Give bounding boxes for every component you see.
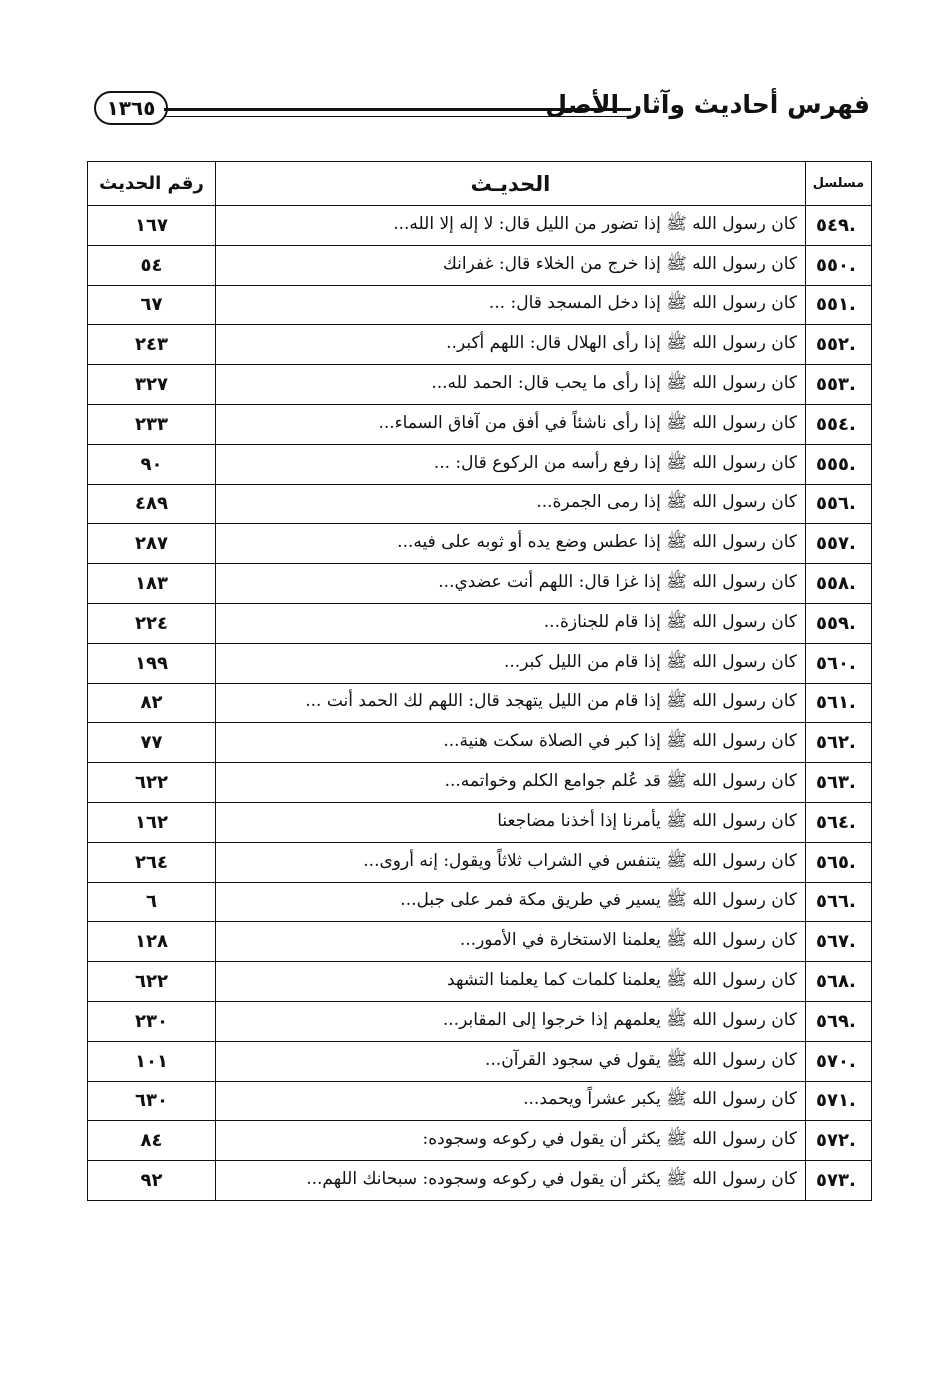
serial-cell: .٥٦٦ [806, 882, 872, 922]
table-row [88, 802, 872, 842]
hadith-text-cell: كان رسول الله ﷺ يعلمنا الاستخارة في الأمور... [216, 922, 806, 962]
hadith-number-cell: ٢٨٧ [88, 524, 216, 564]
table-row [88, 1081, 872, 1121]
hadith-number-cell: ١٢٨ [88, 922, 216, 962]
hadith-number-cell: ٦٣٠ [88, 1081, 216, 1121]
table-row [88, 564, 872, 604]
header-rule [164, 108, 631, 117]
hadith-number-cell: ٥٤ [88, 245, 216, 285]
hadith-text-cell: كان رسول الله ﷺ إذا رأى ما يحب قال: الحمد لله... [216, 365, 806, 405]
hadith-text-cell: كان رسول الله ﷺ إذا غزا قال: اللهم أنت عضدي... [216, 564, 806, 604]
hadith-number-cell: ٢٢٤ [88, 603, 216, 643]
hadith-number-cell: ٤٨٩ [88, 484, 216, 524]
serial-cell: .٥٦٩ [806, 1001, 872, 1041]
serial-cell: .٥٥٧ [806, 524, 872, 564]
hadith-number-cell: ٦٢٢ [88, 763, 216, 803]
table-row [88, 643, 872, 683]
table-row [88, 206, 872, 246]
hadith-number-cell: ١٨٣ [88, 564, 216, 604]
hadith-text-cell: كان رسول الله ﷺ إذا كبر في الصلاة سكت هنية... [216, 723, 806, 763]
hadith-text-cell: كان رسول الله ﷺ يكبر عشراً ويحمد... [216, 1081, 806, 1121]
hadith-number-cell: ١٠١ [88, 1041, 216, 1081]
index-title: فهرس أحاديث وآثار الأصل [545, 90, 870, 119]
table-row [88, 325, 872, 365]
serial-cell: .٥٥٣ [806, 365, 872, 405]
table-body [88, 206, 872, 1201]
hadith-text-cell: كان رسول الله ﷺ إذا قام للجنازة... [216, 603, 806, 643]
hadith-text-cell: كان رسول الله ﷺ إذا رأى الهلال قال: اللهم أكبر.. [216, 325, 806, 365]
hadith-text-cell: كان رسول الله ﷺ يعلمهم إذا خرجوا إلى المقابر... [216, 1001, 806, 1041]
table-row [88, 444, 872, 484]
table-row [88, 365, 872, 405]
hadith-column-header: الحديـث [216, 162, 806, 206]
serial-cell: .٥٥٥ [806, 444, 872, 484]
hadith-number-cell: ٩٠ [88, 444, 216, 484]
table-row [88, 1041, 872, 1081]
hadith-number-cell: ٨٤ [88, 1121, 216, 1161]
table-row [88, 603, 872, 643]
serial-cell: .٥٥٩ [806, 603, 872, 643]
hadith-text-cell: كان رسول الله ﷺ إذا عطس وضع يده أو ثوبه على فيه... [216, 524, 806, 564]
hadith-text-cell: كان رسول الله ﷺ يسير في طريق مكة فمر على جبل... [216, 882, 806, 922]
serial-column-header: مسلسل [806, 162, 872, 206]
hadith-text-cell: كان رسول الله ﷺ يأمرنا إذا أخذنا مضاجعنا [216, 802, 806, 842]
serial-cell: .٥٦١ [806, 683, 872, 723]
serial-cell: .٥٦٨ [806, 962, 872, 1002]
serial-cell: .٥٥٠ [806, 245, 872, 285]
hadith-number-cell: ٢٦٤ [88, 842, 216, 882]
serial-cell: .٥٧٠ [806, 1041, 872, 1081]
table-row [88, 683, 872, 723]
hadith-text-cell: كان رسول الله ﷺ إذا تضور من الليل قال: لا إله إلا الله... [216, 206, 806, 246]
serial-cell: .٥٧٣ [806, 1161, 872, 1201]
hadith-number-cell: ٦٢٢ [88, 962, 216, 1002]
hadith-text-cell: كان رسول الله ﷺ إذا رفع رأسه من الركوع قال: ... [216, 444, 806, 484]
hadith-number-cell: ٢٣٣ [88, 404, 216, 444]
serial-cell: .٥٦٠ [806, 643, 872, 683]
serial-cell: .٥٥٦ [806, 484, 872, 524]
hadith-number-cell: ٧٧ [88, 723, 216, 763]
hadith-number-cell: ١٦٧ [88, 206, 216, 246]
serial-cell: .٥٦٢ [806, 723, 872, 763]
table-row [88, 484, 872, 524]
hadith-index-table [87, 161, 872, 1201]
serial-cell: .٥٥١ [806, 285, 872, 325]
hadith-number-cell: ٣٢٧ [88, 365, 216, 405]
table-row [88, 404, 872, 444]
hadith-text-cell: كان رسول الله ﷺ يعلمنا كلمات كما يعلمنا التشهد [216, 962, 806, 1002]
hadith-text-cell: كان رسول الله ﷺ إذا قام من الليل يتهجد قال: اللهم لك الحمد أنت ... [216, 683, 806, 723]
hadith-text-cell: كان رسول الله ﷺ يكثر أن يقول في ركوعه وسجوده: [216, 1121, 806, 1161]
hadith-text-cell: كان رسول الله ﷺ قد عُلم جوامع الكلم وخواتمه... [216, 763, 806, 803]
hadith-text-cell: كان رسول الله ﷺ يكثر أن يقول في ركوعه وسجوده: سبحانك اللهم... [216, 1161, 806, 1201]
serial-cell: .٥٦٧ [806, 922, 872, 962]
hadith-number-cell: ٦٧ [88, 285, 216, 325]
table-row [88, 842, 872, 882]
page-number: ١٣٦٥ [94, 91, 168, 125]
reference-column-header: رقم الحديث [88, 162, 216, 206]
table-row [88, 524, 872, 564]
table-row [88, 962, 872, 1002]
table-row [88, 763, 872, 803]
serial-cell: .٥٦٤ [806, 802, 872, 842]
table-row [88, 245, 872, 285]
hadith-text-cell: كان رسول الله ﷺ إذا دخل المسجد قال: ... [216, 285, 806, 325]
serial-cell: .٥٥٢ [806, 325, 872, 365]
hadith-text-cell: كان رسول الله ﷺ إذا رمى الجمرة... [216, 484, 806, 524]
serial-cell: .٥٦٥ [806, 842, 872, 882]
hadith-text-cell: كان رسول الله ﷺ يقول في سجود القرآن... [216, 1041, 806, 1081]
table-row [88, 1001, 872, 1041]
serial-cell: .٥٥٨ [806, 564, 872, 604]
serial-cell: .٥٥٤ [806, 404, 872, 444]
serial-cell: .٥٦٣ [806, 763, 872, 803]
hadith-number-cell: ٨٢ [88, 683, 216, 723]
hadith-number-cell: ٩٢ [88, 1161, 216, 1201]
table-row [88, 882, 872, 922]
serial-cell: .٥٤٩ [806, 206, 872, 246]
serial-cell: .٥٧٢ [806, 1121, 872, 1161]
hadith-number-cell: ٢٣٠ [88, 1001, 216, 1041]
table-row [88, 1161, 872, 1201]
hadith-number-cell: ١٩٩ [88, 643, 216, 683]
hadith-text-cell: كان رسول الله ﷺ إذا خرج من الخلاء قال: غفرانك [216, 245, 806, 285]
hadith-text-cell: كان رسول الله ﷺ يتنفس في الشراب ثلاثاً ويقول: إنه أروى... [216, 842, 806, 882]
hadith-text-cell: كان رسول الله ﷺ إذا قام من الليل كبر... [216, 643, 806, 683]
table-header-row [88, 162, 872, 206]
serial-cell: .٥٧١ [806, 1081, 872, 1121]
page-header [90, 86, 874, 140]
table-row [88, 922, 872, 962]
hadith-number-cell: ٢٤٣ [88, 325, 216, 365]
hadith-number-cell: ١٦٢ [88, 802, 216, 842]
hadith-number-cell: ٦ [88, 882, 216, 922]
hadith-text-cell: كان رسول الله ﷺ إذا رأى ناشئاً في أفق من آفاق السماء... [216, 404, 806, 444]
table-row [88, 1121, 872, 1161]
table-row [88, 723, 872, 763]
table-row [88, 285, 872, 325]
